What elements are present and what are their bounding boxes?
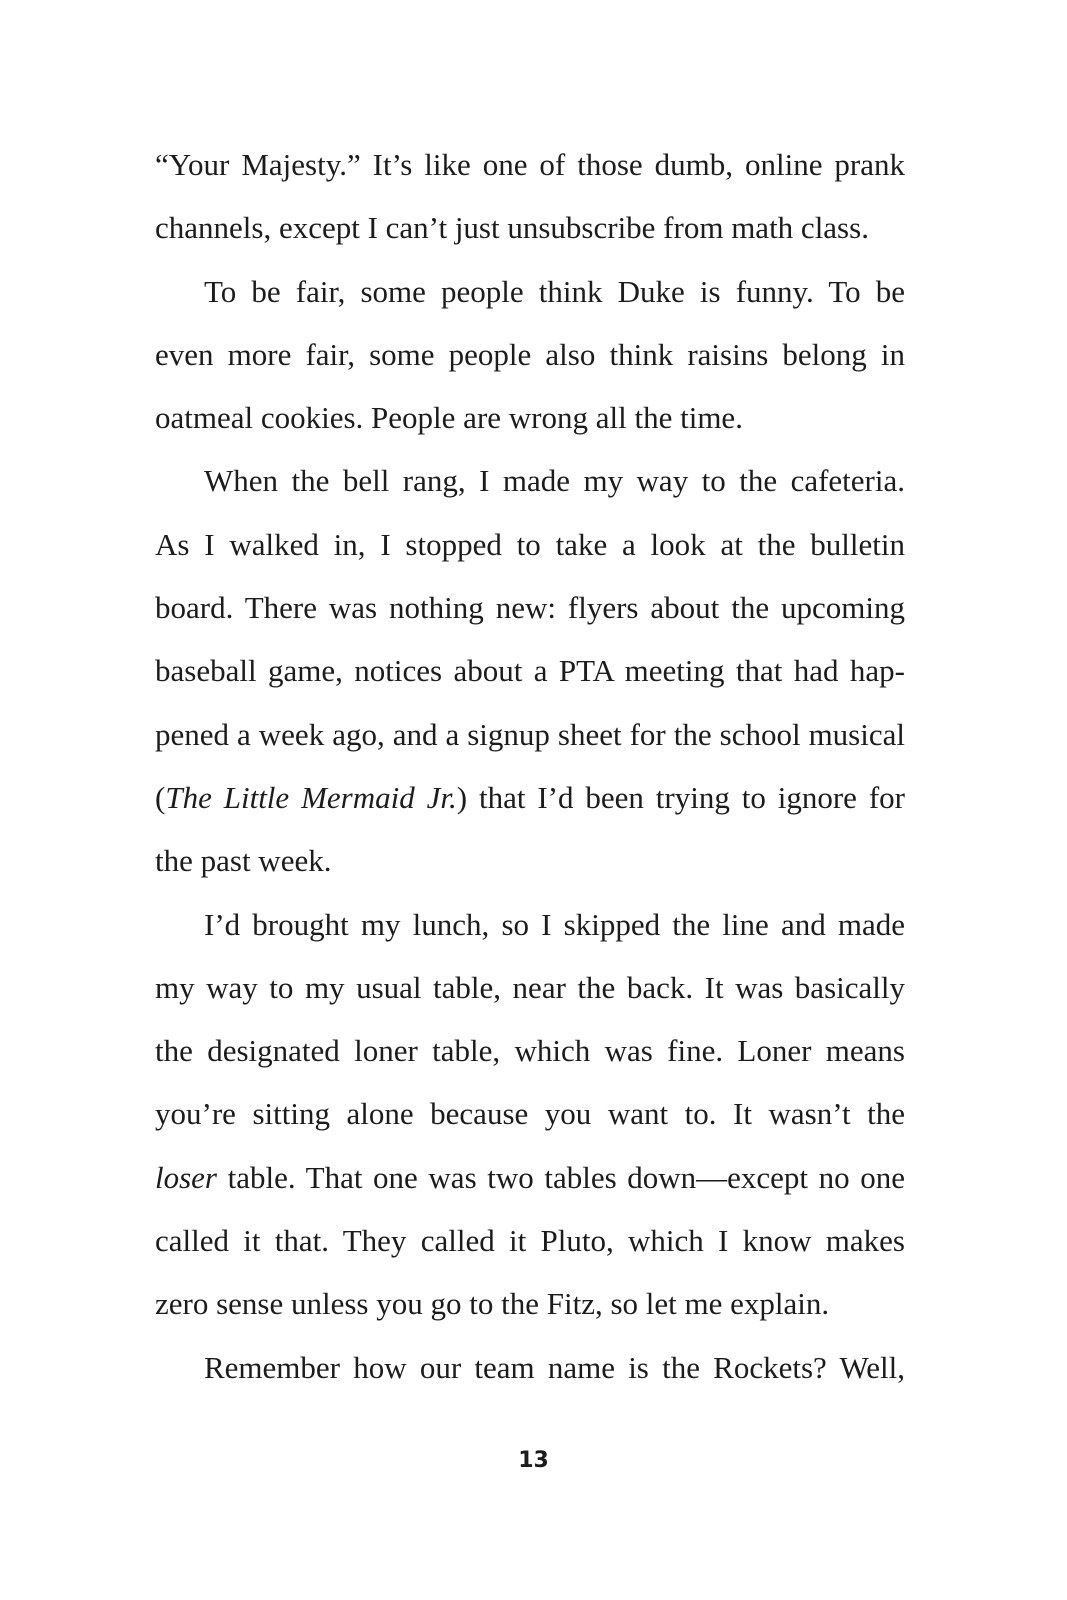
text-line	[155, 449, 905, 512]
page-number: 13	[518, 1448, 549, 1473]
text-line	[155, 766, 905, 829]
text-segment: Remember how our team name is the Rockets? Well,	[204, 1349, 905, 1385]
text-line	[155, 829, 905, 892]
text-segment: zero sense unless you go to the Fitz, so let me explain.	[155, 1286, 830, 1322]
text-line	[155, 1019, 905, 1082]
text-line	[155, 133, 905, 196]
text-line	[155, 1146, 905, 1209]
text-segment: When the bell rang, I made my way to the cafeteria.	[204, 463, 905, 499]
text-segment: (	[155, 779, 166, 815]
text-line	[155, 893, 905, 956]
body-text	[155, 133, 905, 1399]
text-segment: board. There was nothing new: flyers about the upcoming	[155, 590, 905, 626]
text-segment: The Little Mermaid Jr.	[165, 779, 457, 815]
text-segment: the past week.	[155, 843, 332, 879]
text-line	[155, 196, 905, 259]
text-segment: oatmeal cookies. People are wrong all the time.	[155, 400, 743, 436]
text-segment: the designated loner table, which was fine. Loner means	[155, 1033, 905, 1069]
text-line	[155, 1082, 905, 1145]
text-line	[155, 576, 905, 639]
text-line	[155, 1336, 905, 1399]
text-segment: I’d brought my lunch, so I skipped the line and made	[204, 906, 905, 942]
text-line	[155, 386, 905, 449]
text-segment: you’re sitting alone because you want to. It wasn’t the	[155, 1096, 905, 1132]
text-segment: called it that. They called it Pluto, which I know makes	[155, 1223, 905, 1259]
text-line	[155, 639, 905, 702]
text-line	[155, 956, 905, 1019]
text-line	[155, 260, 905, 323]
text-segment: my way to my usual table, near the back. It was basically	[155, 969, 905, 1005]
text-segment: baseball game, notices about a PTA meeting that had hap-	[155, 653, 905, 689]
text-line	[155, 1272, 905, 1335]
text-segment: loser	[155, 1159, 217, 1195]
text-line	[155, 703, 905, 766]
text-segment: To be fair, some people think Duke is funny. To be	[204, 273, 905, 309]
text-segment: table. That one was two tables down—except no one	[217, 1159, 905, 1195]
text-line	[155, 513, 905, 576]
text-segment: “Your Majesty.” It’s like one of those dumb, online prank	[155, 147, 905, 182]
text-segment: even more fair, some people also think raisins belong in	[155, 336, 905, 372]
text-segment: As I walked in, I stopped to take a look at the bulletin	[155, 526, 905, 562]
text-segment: ) that I’d been trying to ignore for	[456, 779, 905, 815]
text-segment: pened a week ago, and a signup sheet for the school musical	[155, 716, 905, 752]
text-line	[155, 1209, 905, 1272]
text-line	[155, 323, 905, 386]
text-segment: channels, except I can’t just unsubscribe from math class.	[155, 210, 869, 246]
